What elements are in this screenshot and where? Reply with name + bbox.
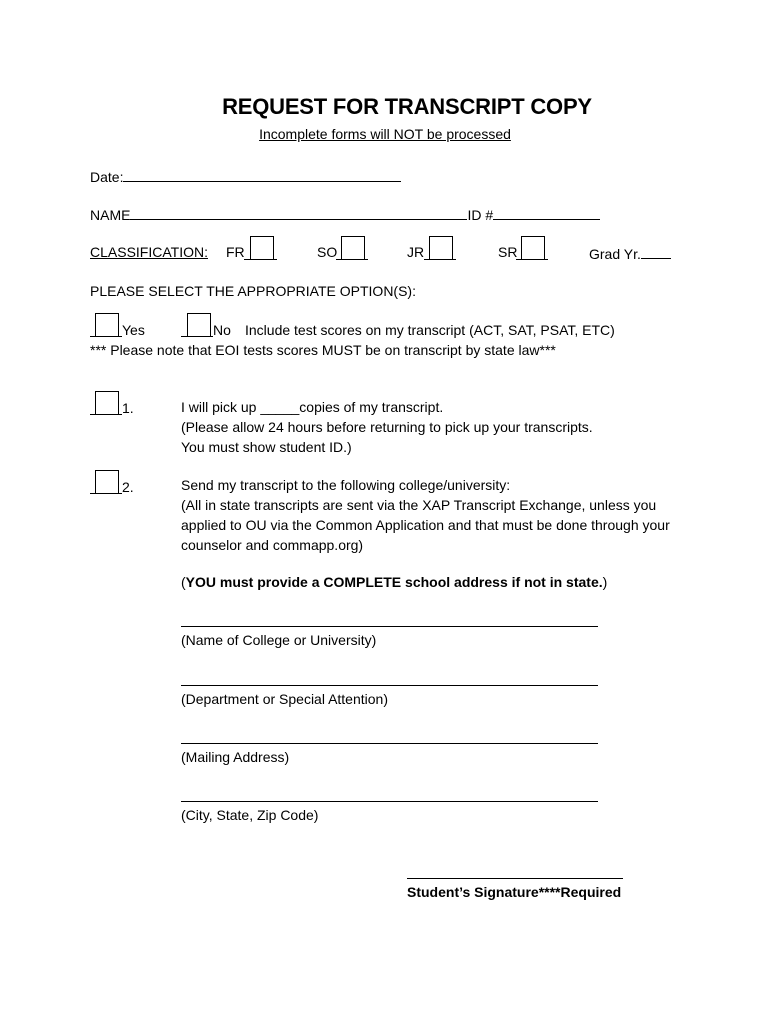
option2-number: 2.	[122, 479, 134, 495]
eoi-note: *** Please note that EOI tests scores MUST be on transcript by state law***	[90, 342, 556, 358]
grad-label: Grad Yr.	[589, 246, 641, 262]
notice-bold-text: YOU must provide a COMPLETE school address if not in state.	[185, 574, 603, 590]
option1-text	[181, 397, 593, 457]
out-of-state-notice	[181, 574, 607, 590]
yes-checkbox[interactable]	[95, 313, 119, 337]
so-underline	[336, 259, 368, 260]
option1-line1: I will pick up _____copies of my transcript.	[181, 399, 444, 415]
no-underline	[181, 336, 213, 337]
grad-row	[589, 244, 671, 262]
mailing-address-field[interactable]	[181, 743, 598, 744]
so-checkbox[interactable]	[341, 236, 365, 260]
sr-label: SR	[498, 244, 518, 260]
options-heading: PLEASE SELECT THE APPROPRIATE OPTION(S):	[90, 283, 416, 299]
option1-number: 1.	[122, 400, 134, 416]
include-scores-text: Include test scores on my transcript (ACT, SAT, PSAT, ETC)	[245, 322, 615, 338]
date-label: Date:	[90, 169, 124, 185]
jr-underline	[424, 259, 456, 260]
option1-line2: (Please allow 24 hours before returning to pick up your transcripts.	[181, 419, 593, 435]
name-label: NAME	[90, 207, 131, 223]
city-state-zip-label: (City, State, Zip Code)	[181, 807, 319, 823]
page-subtitle: Incomplete forms will NOT be processed	[259, 126, 511, 142]
yes-label: Yes	[122, 322, 145, 338]
name-field[interactable]	[130, 205, 467, 220]
department-label: (Department or Special Attention)	[181, 691, 388, 707]
date-field[interactable]	[123, 167, 401, 182]
signature-label: Student’s Signature****Required	[407, 884, 622, 900]
option2-underline	[90, 493, 122, 494]
mailing-address-label: (Mailing Address)	[181, 749, 290, 765]
notice-open-paren: (	[181, 574, 186, 590]
sr-underline	[516, 259, 548, 260]
department-field[interactable]	[181, 685, 598, 686]
signature-field[interactable]	[407, 878, 623, 879]
classification-label: CLASSIFICATION:	[90, 244, 208, 260]
option1-line3: You must show student ID.)	[181, 439, 352, 455]
option2-line2: (All in state transcripts are sent via the XAP Transcript Exchange, unless you	[181, 497, 657, 513]
college-name-label: (Name of College or University)	[181, 632, 377, 648]
option2-line4: counselor and commapp.org)	[181, 537, 364, 553]
id-field[interactable]	[493, 205, 600, 220]
option2-line1: Send my transcript to the following college/university:	[181, 477, 511, 493]
option2-line3: applied to OU via the Common Application and that must be done through your	[181, 517, 670, 533]
college-name-field[interactable]	[181, 626, 598, 627]
yes-underline	[90, 336, 122, 337]
option1-checkbox[interactable]	[95, 391, 119, 415]
jr-checkbox[interactable]	[429, 236, 453, 260]
city-state-zip-field[interactable]	[181, 801, 598, 802]
no-label: No	[213, 322, 231, 338]
fr-checkbox[interactable]	[250, 236, 274, 260]
option2-text	[181, 475, 670, 555]
name-row	[90, 205, 600, 223]
option2-checkbox[interactable]	[95, 470, 119, 494]
so-label: SO	[317, 244, 338, 260]
sr-checkbox[interactable]	[521, 236, 545, 260]
fr-label: FR	[226, 244, 245, 260]
id-label: ID #	[467, 207, 494, 223]
jr-label: JR	[407, 244, 425, 260]
option1-underline	[90, 414, 122, 415]
grad-field[interactable]	[641, 244, 671, 259]
date-row	[90, 167, 401, 185]
fr-underline	[244, 259, 277, 260]
notice-close-paren: )	[602, 574, 608, 590]
page-title: REQUEST FOR TRANSCRIPT COPY	[222, 94, 592, 119]
no-checkbox[interactable]	[187, 313, 211, 337]
